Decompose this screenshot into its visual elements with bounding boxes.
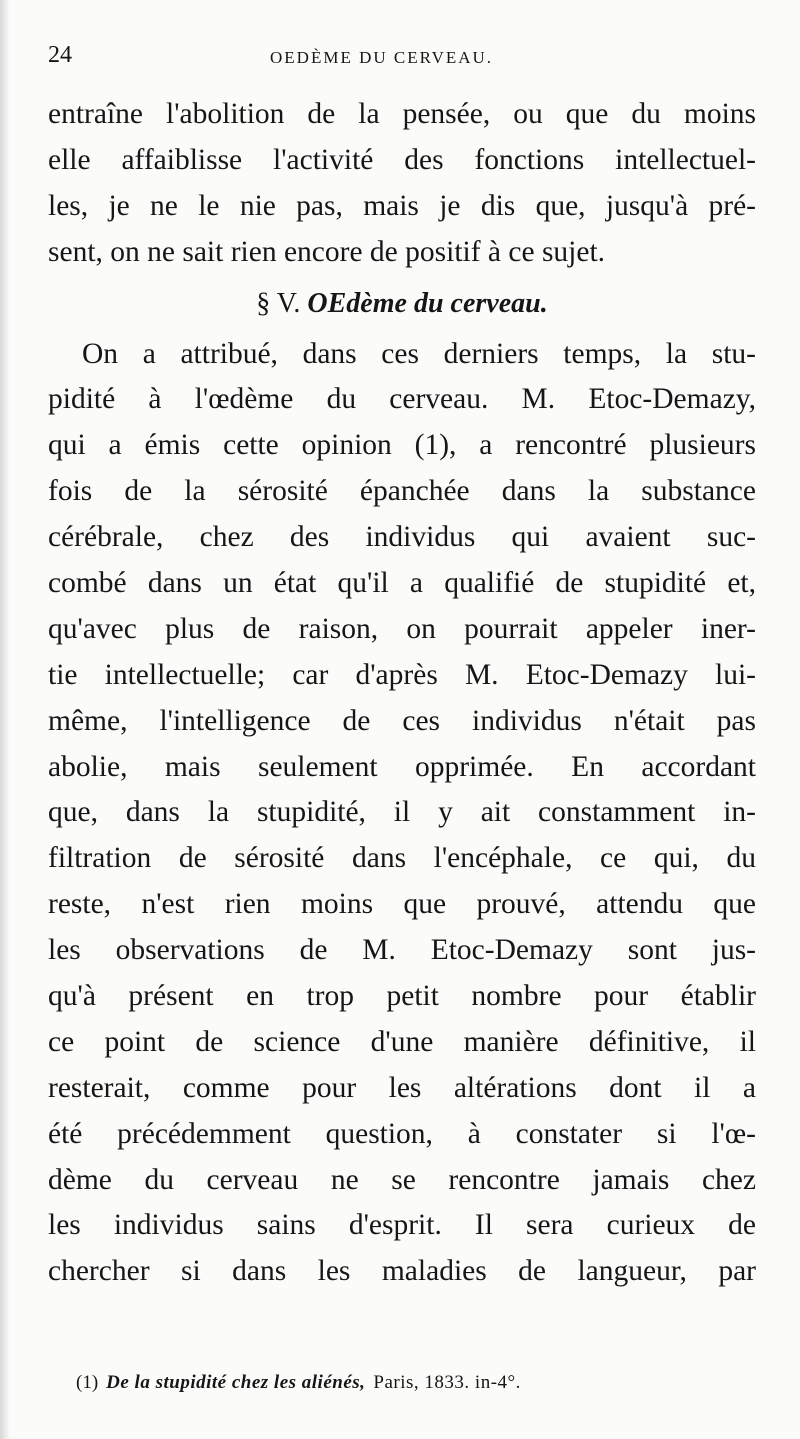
text-line: ce point de science d'une manière définitive, il [48,1025,756,1058]
text-line: tie intellectuelle; car d'après M. Etoc-Demazy lui- [48,658,756,691]
text-line: combé dans un état qu'il a qualifié de stupidité et, [48,567,756,600]
page-edge-shadow [0,0,10,1439]
text-line: même, l'intelligence de ces individus n'était pas [48,704,756,737]
text-line: les observations de M. Etoc-Demazy sont jus- [48,934,756,967]
section-heading [48,276,756,332]
text-line: chercher si dans les maladies de langueur, par [48,1255,756,1288]
body-text [48,92,756,1295]
text-line: pidité à l'œdème du cerveau. M. Etoc-Demazy, [48,383,756,416]
text-line: resterait, comme pour les altérations dont il a [48,1071,756,1104]
footnote-ref: (1) [76,1372,99,1393]
paragraph-1 [48,92,756,276]
text-line: entraîne l'abolition de la pensée, ou que du moins [48,98,756,130]
running-title: OEDÈME DU CERVEAU. [270,48,494,67]
section-title: OEdème du cerveau. [307,287,548,319]
footnote-title: De la stupidité chez les aliénés, [106,1372,366,1393]
text-line: qu'avec plus de raison, on pourrait appeler iner- [48,612,756,645]
page-number: 24 [48,42,72,68]
paragraph-2 [48,332,756,1296]
text-line: filtration de sérosité dans l'encéphale, ce qui, du [48,842,756,875]
text-line: elle affaiblisse l'activité des fonctions intellectuel- [48,143,756,176]
text-line: abolie, mais seulement opprimée. En accordant [48,750,756,783]
text-line: les individus sains d'esprit. Il sera curieux de [48,1209,756,1242]
text-line: qu'à présent en trop petit nombre pour établir [48,980,756,1013]
text-line: dème du cerveau ne se rencontre jamais chez [48,1163,756,1196]
text-line: sent, on ne sait rien encore de positif à ce sujet. [48,235,606,268]
text-line: les, je ne le nie pas, mais je dis que, jusqu'à pré- [48,189,756,222]
footnote [76,1372,521,1394]
text-line: fois de la sérosité épanchée dans la substance [48,475,756,508]
footnote-publication: Paris, 1833. in-4°. [373,1372,521,1393]
text-line: qui a émis cette opinion (1), a rencontré plusieurs [48,429,756,462]
text-line: On a attribué, dans ces derniers temps, la stu- [82,337,756,370]
text-line: que, dans la stupidité, il y ait constamment in- [48,796,756,829]
section-number: § V. [256,287,301,319]
text-line: cérébrale, chez des individus qui avaient suc- [48,521,756,554]
running-head [48,42,760,72]
text-line: reste, n'est rien moins que prouvé, attendu que [48,888,756,921]
text-line: été précédemment question, à constater si l'œ- [48,1117,756,1150]
